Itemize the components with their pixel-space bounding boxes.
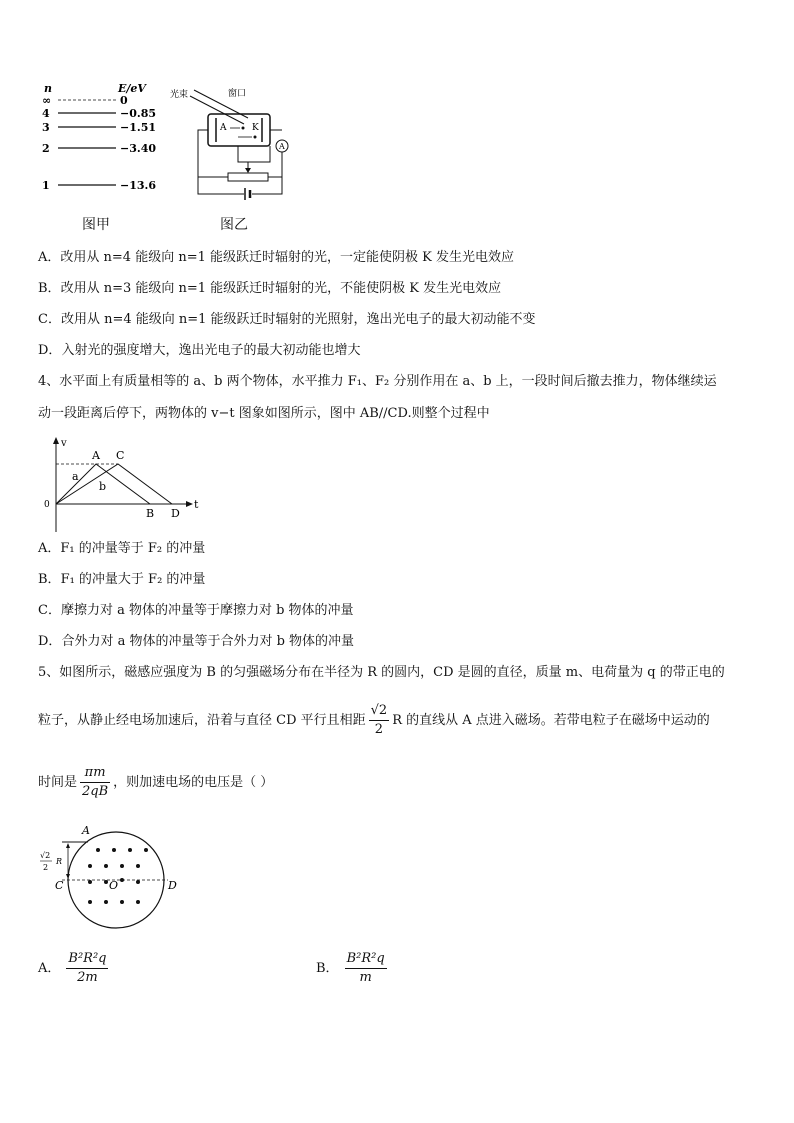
distance-denominator: 2 [43,863,49,872]
ammeter-label: A [279,142,285,151]
q4-stem-line1: 4、水平面上有质量相等的 a、b 两个物体，水平推力 F₁、F₂ 分别作用在 a、b 上，一段时间后撤去推力，物体继续运 [38,374,717,389]
photoelectric-circuit-diagram [168,82,293,202]
anode-label: A [220,123,227,133]
level-n-label: 4 [42,107,50,120]
field-dot [120,900,124,904]
q5-stem-line2: 粒子，从静止经电场加速后，沿着与直径 CD 平行且相距 $\frac{√2}{2}$ R 的直线从 A 点进入磁场。若带电粒子在磁场中运动的 [38,703,710,737]
origin-label: 0 [44,500,50,510]
field-dot [96,848,100,852]
q4-option-d: D．合外力对 a 物体的冲量等于合外力对 b 物体的冲量 [38,634,355,649]
q3-option-a: A．改用从 n=4 能级向 n=1 能级跃迁时辐射的光，一定能使阴极 K 发生光电效应 [38,250,514,265]
field-dot [128,848,132,852]
q3-option-c: C．改用从 n=4 能级向 n=1 能级跃迁时辐射的光照射，逸出光电子的最大初动能不变 [38,312,536,327]
q5-option-a: A． $\frac{\text{B²R²q}}{2m}$ [38,951,107,985]
field-dot [104,900,108,904]
t-axis-label: t [194,498,199,511]
level-n-label: ∞ [42,94,52,107]
magnetic-field-circle-diagram [38,822,183,934]
v-axis-label: v [61,438,67,449]
point-b-label: B [146,507,155,520]
q5-option-b: B． $\frac{\text{B²R²q}}{m}$ [316,951,385,985]
energy-level-diagram [36,80,166,200]
line-a-label: a [72,470,79,483]
field-dot [120,864,124,868]
figure-b-caption: 图乙 [220,217,248,233]
distance-numerator: √2 [40,851,51,860]
field-dot [144,848,148,852]
level-energy-label: −3.40 [120,142,157,155]
light-beam-label: 光束 [170,90,189,100]
rheostat [228,173,268,181]
field-dot [136,900,140,904]
center-dot [120,878,124,882]
q5-stem-line1: 5、如图所示，磁感应强度为 B 的匀强磁场分布在半径为 R 的圆内，CD 是圆的直径，质量 m、电荷量为 q 的带正电的 [38,665,725,680]
velocity-time-graph [40,436,200,534]
n-axis-label: n [44,82,52,95]
field-dot [88,900,92,904]
q4-option-b: B．F₁ 的冲量大于 F₂ 的冲量 [38,572,206,587]
cathode-label: K [252,123,259,133]
field-dot [88,880,92,884]
level-energy-label: 0 [120,94,128,107]
level-energy-label: −0.85 [120,107,157,120]
point-c-label: C [116,449,125,462]
vacuum-tube [208,114,270,146]
q5-stem-line3: 时间是 $\frac{\pi m}{2qB}$ ，则加速电场的电压是（ ） [38,765,274,799]
window-label: 窗口 [228,89,247,99]
figure-a-caption: 图甲 [82,217,110,233]
level-energy-label: −1.51 [120,121,157,134]
level-energy-label: −13.6 [120,179,157,192]
level-n-label: 3 [42,121,50,134]
center-o-label: O [109,879,119,892]
point-a-label: A [92,449,100,462]
q4-stem-line2: 动一段距离后停下，两物体的 v−t 图象如图所示，图中 AB//CD.则整个过程中 [38,406,490,421]
field-dot [104,864,108,868]
q3-option-d: D．入射光的强度增大，逸出光电子的最大初动能也增大 [38,343,361,358]
line-b-label: b [99,480,107,493]
point-d-label: D [171,507,180,520]
distance-r: R [56,857,63,866]
field-dot [136,864,140,868]
field-dot [104,880,108,884]
field-dot [136,880,140,884]
q3-option-b: B．改用从 n=3 能级向 n=1 能级跃迁时辐射的光，不能使阴极 K 发生光电效应 [38,281,502,296]
level-n-label: 2 [42,142,50,155]
q4-option-c: C．摩擦力对 a 物体的冲量等于摩擦力对 b 物体的冲量 [38,603,354,618]
point-d-label: D [168,879,177,892]
q4-option-a: A．F₁ 的冲量等于 F₂ 的冲量 [38,541,206,556]
field-dot [88,864,92,868]
point-a-label: A [82,824,90,837]
field-dot [112,848,116,852]
level-n-label: 1 [42,179,50,192]
point-c-label: C [55,879,64,892]
energy-axis-label: E/eV [118,82,146,95]
